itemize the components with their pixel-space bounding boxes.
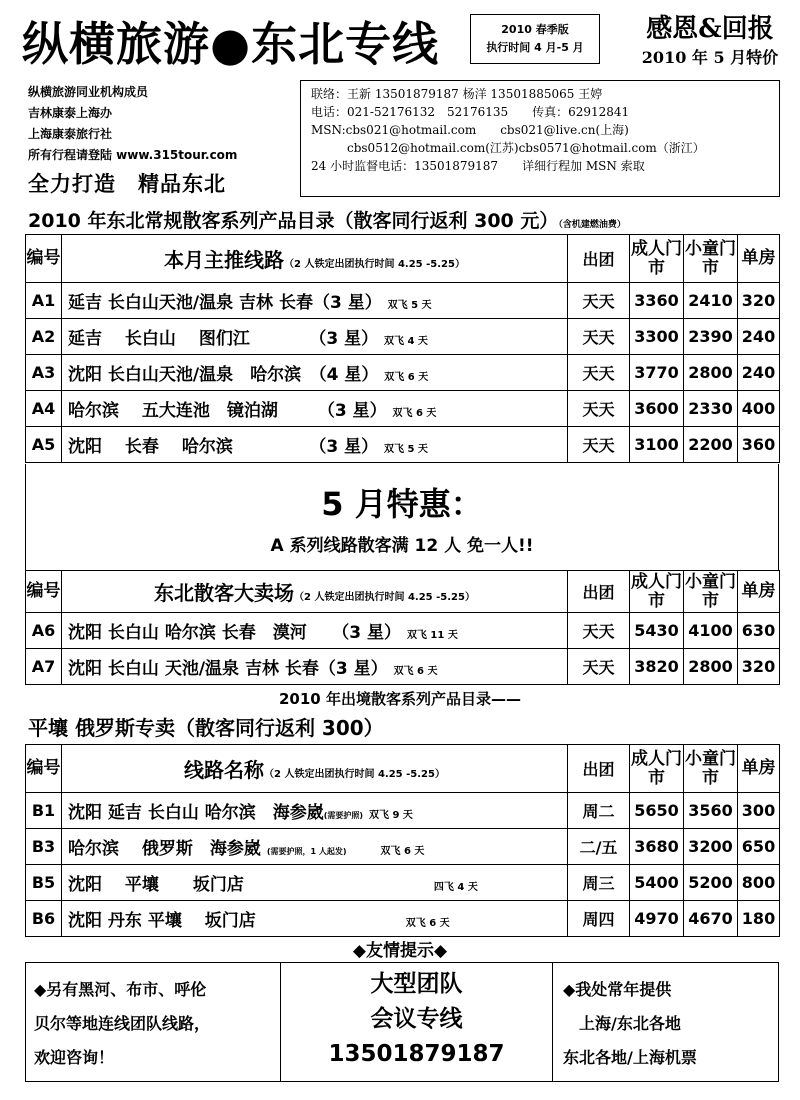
table-row: A4 哈尔滨 五大连池 镜泊湖 （3 星） 双飞 6 天 天天 3600 2330 400 xyxy=(26,391,780,427)
table-row: A2 延吉 长白山 图们江 （3 星） 双飞 4 天 天天 3300 2390 240 xyxy=(26,319,780,355)
contact-line: 联络：王新 13501879187 杨洋 13501885065 王婷 xyxy=(311,87,603,101)
contact-line: MSN:cbs021@hotmail.com cbs021@live.cn(上海) xyxy=(311,123,629,137)
table-main-routes xyxy=(25,234,780,463)
header-adult: 成人门市 xyxy=(630,745,684,793)
table-row: B6 沈阳 丹东 平壤 坂门店 双飞 6 天 周四 4970 4670 180 xyxy=(26,901,780,937)
table-row: A1 延吉 长白山天池/温泉 吉林 长春（3 星） 双飞 5 天 天天 3360 2410 320 xyxy=(26,283,780,319)
tips-box xyxy=(25,962,779,1082)
hotline-number[interactable]: 13501879187 xyxy=(328,1041,505,1067)
table-row: B5 沈阳 平壤 坂门店 四飞 4 天 周三 5400 5200 800 xyxy=(26,865,780,901)
promo-text: A 系列线路散客满 12 人 免一人!! xyxy=(270,536,534,556)
page-title: 纵横旅游●东北专线 xyxy=(22,17,440,71)
contact-line: cbs0512@hotmail.com(江苏)cbs0571@hotmail.com（浙江） xyxy=(311,141,705,155)
header-child: 小童门市 xyxy=(685,571,736,611)
header-no: 编号 xyxy=(26,571,62,613)
agency-line: 上海康泰旅行社 xyxy=(28,127,113,141)
edition-label: 2010 春季版 xyxy=(501,23,569,36)
table-abroad-routes xyxy=(25,744,780,937)
tips-title: ◆友情提示◆ xyxy=(352,941,448,961)
header-depart: 出团 xyxy=(568,571,630,613)
header-adult: 成人门市 xyxy=(630,235,684,283)
contact-line: 电话：021-52176132 52176135 传真：62912841 xyxy=(311,105,630,119)
table-row: B1 沈阳 延吉 长白山 哈尔滨 海参崴(需要护照) 双飞 9 天 周二 5650 3560 300 xyxy=(26,793,780,829)
header-depart: 出团 xyxy=(568,745,630,793)
edition-box xyxy=(470,14,600,64)
contact-box xyxy=(300,80,780,197)
agency-line: 纵横旅游同业机构成员 xyxy=(28,85,149,99)
header-route: 线路名称（2 人铁定出团执行时间 4.25 -5.25） xyxy=(62,745,568,793)
special-subtitle: 2010 年 5 月特价 xyxy=(641,48,779,67)
section-abroad-title: 平壤 俄罗斯专卖（散客同行返利 300） xyxy=(28,716,384,740)
header-route: 东北散客大卖场（2 人铁定出团执行时间 4.25 -5.25） xyxy=(62,571,568,613)
header-no: 编号 xyxy=(26,235,62,283)
agency-info xyxy=(28,82,237,166)
table-row: A6 沈阳 长白山 哈尔滨 长春 漠河 （3 星） 双飞 11 天 天天 5430 4100 630 xyxy=(26,613,780,649)
slogan: 全力打造 精品东北 xyxy=(28,172,226,196)
header-single: 单房 xyxy=(738,745,780,793)
may-promo xyxy=(25,464,779,570)
header-depart: 出团 xyxy=(568,235,630,283)
tips-middle: 大型团队 会议专线 13501879187 xyxy=(281,963,553,1081)
tips-right: ◆我处常年提供 上海/东北各地 东北各地/上海机票 xyxy=(563,980,697,1067)
abroad-catalog-title: 2010 年出境散客系列产品目录—— xyxy=(279,690,521,708)
exec-time-label: 执行时间 4 月-5 月 xyxy=(486,41,584,54)
thanks-title: 感恩&回报 xyxy=(646,14,774,44)
table-row: B3 哈尔滨 俄罗斯 海参崴 (需要护照，1 人起发) 双飞 6 天 二/五 3680 3200 650 xyxy=(26,829,780,865)
header-adult: 成人门市 xyxy=(631,571,682,611)
table-row: A5 沈阳 长春 哈尔滨 （3 星） 双飞 5 天 天天 3100 2200 360 xyxy=(26,427,780,463)
header-single: 单房 xyxy=(738,235,780,283)
tips-left: ◆另有黑河、布市、呼伦 贝尔等地连线团队线路， 欢迎咨询！ xyxy=(26,963,281,1081)
contact-line: 24 小时监督电话：13501879187 详细行程加 MSN 索取 xyxy=(311,159,645,173)
header-child: 小童门市 xyxy=(684,235,738,283)
header-no: 编号 xyxy=(26,745,62,793)
table-row: A3 沈阳 长白山天池/温泉 哈尔滨 （4 星） 双飞 6 天 天天 3770 2800 240 xyxy=(26,355,780,391)
promo-title: 5 月特惠： xyxy=(321,485,483,523)
table-row: A7 沈阳 长白山 天池/温泉 吉林 长春（3 星） 双飞 6 天 天天 3820 2800 320 xyxy=(26,649,780,685)
section-domestic-title: 2010 年东北常规散客系列产品目录（散客同行返利 300 元）（含机建燃油费） xyxy=(28,210,626,232)
agency-line: 吉林康泰上海办 xyxy=(28,106,113,120)
header-child: 小童门市 xyxy=(684,745,738,793)
header-route: 本月主推线路（2 人铁定出团执行时间 4.25 -5.25） xyxy=(62,235,568,283)
table-sale-routes xyxy=(25,570,780,685)
thanks-block xyxy=(622,8,798,68)
agency-website[interactable]: 所有行程请登陆 www.315tour.com xyxy=(28,148,238,162)
header-single: 单房 xyxy=(738,571,780,613)
